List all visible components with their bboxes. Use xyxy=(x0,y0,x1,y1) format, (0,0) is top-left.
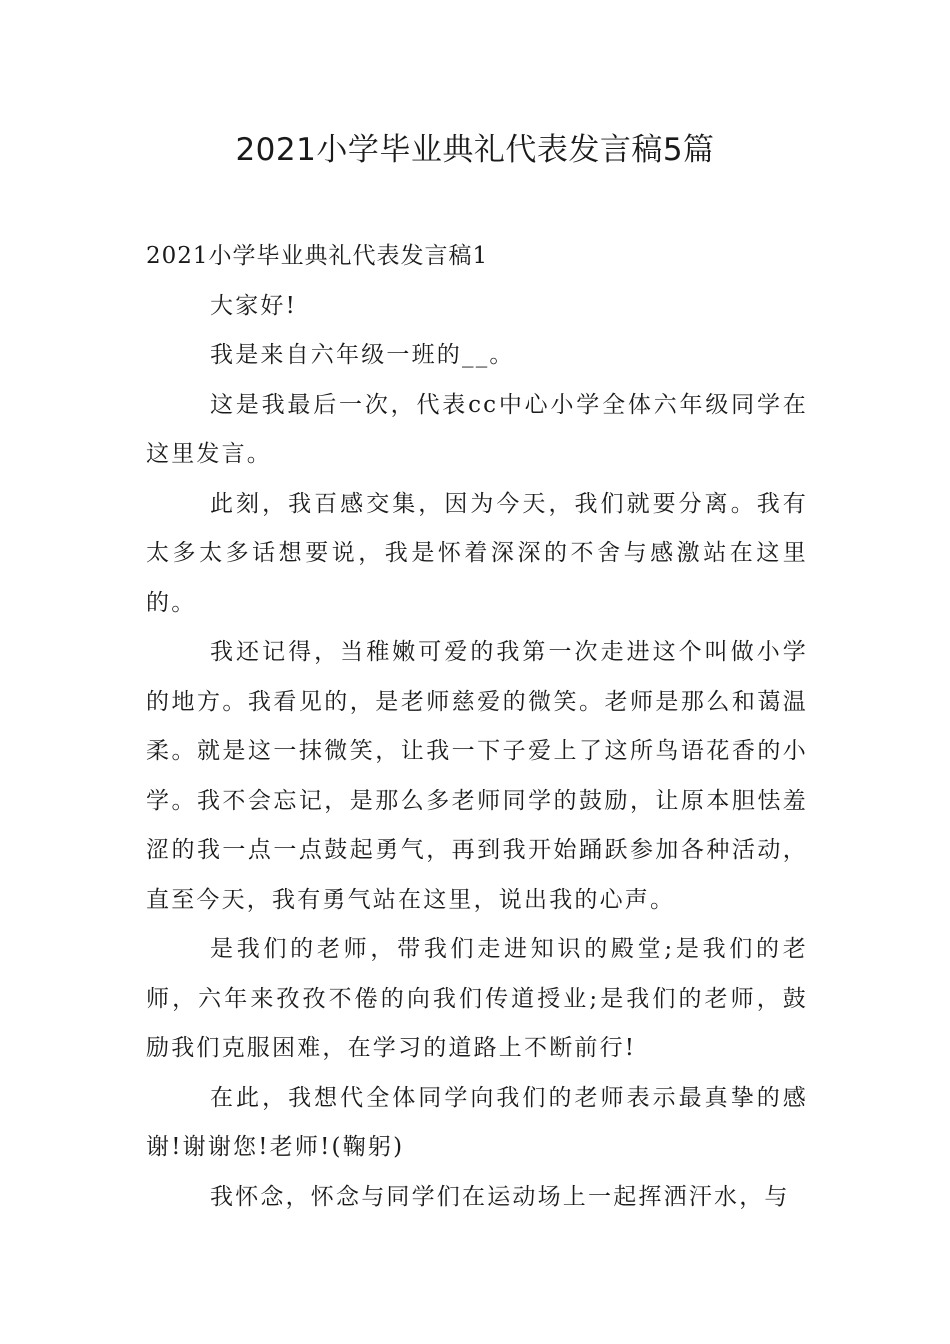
paragraph-last-time: 这是我最后一次，代表cc中心小学全体六年级同学在这里发言。 xyxy=(146,391,808,467)
paragraph-greeting: 大家好! xyxy=(210,292,298,319)
paragraph-feelings: 此刻，我百感交集，因为今天，我们就要分离。我有太多太多话想要说，我是怀着深深的不舍与感激站在这里的。 xyxy=(146,490,808,616)
paragraph-thanks: 在此，我想代全体同学向我们的老师表示最真挚的感谢!谢谢您!老师!(鞠躬) xyxy=(146,1084,808,1160)
paragraph-nostalgia: 我怀念，怀念与同学们在运动场上一起挥洒汗水，与 xyxy=(210,1183,790,1210)
paragraph-teachers: 是我们的老师，带我们走进知识的殿堂;是我们的老师，六年来孜孜不倦的向我们传道授业;是我们的老师，鼓励我们克服困难，在学习的道路上不断前行! xyxy=(146,936,808,1061)
section-title: 2021小学毕业典礼代表发言稿1 xyxy=(146,243,489,269)
paragraph-self-intro: 我是来自六年级一班的__。 xyxy=(210,342,515,368)
document-body xyxy=(146,232,808,1222)
paragraph-memories: 我还记得，当稚嫩可爱的我第一次走进这个叫做小学的地方。我看见的，是老师慈爱的微笑。老师是那么和蔼温柔。就是这一抹微笑，让我一下子爱上了这所鸟语花香的小学。我不会忘记，是那么多老师同学的鼓励，让原本胆怯羞涩的我一点一点鼓起勇气，再到我开始踊跃参加各种活动，直至今天，我有勇气站在这里，说出我的心声。 xyxy=(146,639,808,913)
document-title: 2021小学毕业典礼代表发言稿5篇 xyxy=(235,132,715,168)
